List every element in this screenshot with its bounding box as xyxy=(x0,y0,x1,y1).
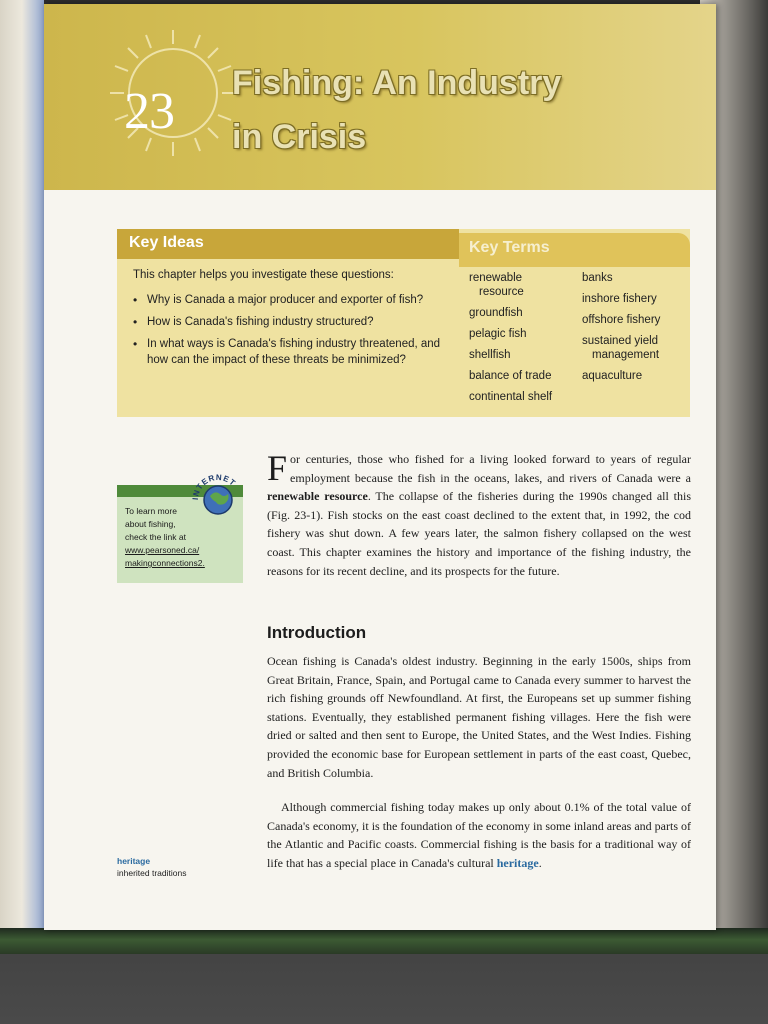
key-terms-column-1 xyxy=(469,271,579,411)
body-paragraph: Although commercial fishing today makes up only about 0.1% of the total value of Canada's economy, it is the foundation of the economy in some inland areas and parts of the Atlantic and Pacific coasts. Commercial fishing is the basis for a traditional way of life that has a special place in Canada's cultural heritage. xyxy=(267,800,691,870)
internet-globe-icon xyxy=(188,466,248,520)
chapter-header xyxy=(44,4,716,190)
key-idea-item: • How is Canada's fishing industry structured? xyxy=(133,314,455,330)
glossary-term: heritage xyxy=(117,856,151,866)
internet-sidebar-text: To learn more about fishing, check the link at www.pearsoned.ca/ makingconnections2. xyxy=(125,505,239,570)
section-heading: Introduction xyxy=(267,623,367,642)
margin-glossary xyxy=(117,856,257,878)
book-spine-edge xyxy=(0,0,44,930)
glossary-term-link: heritage xyxy=(496,855,539,870)
chapter-number: 23 xyxy=(124,83,174,140)
internet-link[interactable]: makingconnections2. xyxy=(125,558,205,568)
key-ideas-intro: This chapter helps you investigate these questions: xyxy=(133,269,394,281)
chapter-title-line1: Fishing: An Industry xyxy=(232,64,562,102)
key-term: continental shelf xyxy=(469,391,553,403)
desk-edge xyxy=(0,928,768,954)
key-term: banks xyxy=(582,272,613,284)
key-terms-column-2 xyxy=(582,271,686,390)
key-ideas-heading: Key Ideas xyxy=(117,229,459,259)
key-term: groundfish xyxy=(469,307,523,319)
internet-link[interactable]: www.pearsoned.ca/ xyxy=(125,545,200,555)
internet-badge-label: INTERNET xyxy=(190,472,238,501)
key-idea-item: • Why is Canada a major producer and exporter of fish? xyxy=(133,292,455,308)
key-ideas-list xyxy=(133,292,455,374)
key-term: balance of trade xyxy=(469,370,552,382)
drop-cap: F xyxy=(267,448,288,488)
key-term: pelagic fish xyxy=(469,328,527,340)
key-term: shellfish xyxy=(469,349,511,361)
key-ideas-terms-box xyxy=(117,229,690,417)
textbook-page xyxy=(44,4,716,930)
key-term: sustained yield management xyxy=(582,335,660,361)
key-term: aquaculture xyxy=(582,370,643,382)
key-idea-item: • In what ways is Canada's fishing industry threatened, and how can the impact of these threats be minimized? xyxy=(133,336,455,368)
chapter-title-line2: in Crisis xyxy=(232,118,367,156)
chapter-title xyxy=(232,56,652,164)
key-term: offshore fishery xyxy=(582,314,661,326)
key-term: renewable resource xyxy=(469,272,524,298)
body-paragraph: Ocean fishing is Canada's oldest industry. Beginning in the early 1500s, ships from Great Britain, France, Spain, and Portugal came to Canada every summer to harvest the rich fishing grounds off Newfoundland. At first, the Europeans set up summer fishing stations. Eventually, they established permanent fishing villages. Here the fish were dried or salted and then sent to Europe, the United States, and the West Indies. Fishing provided the economic base for European settlement in parts of the east coast, Quebec, and British Columbia. xyxy=(267,654,691,780)
key-term-inline: renewable resource xyxy=(267,489,368,504)
key-terms-heading: Key Terms xyxy=(459,233,690,267)
glossary-definition: inherited traditions xyxy=(117,868,187,878)
key-term: inshore fishery xyxy=(582,293,657,305)
chapter-intro-paragraph: For centuries, those who fished for a living looked forward to years of regular employment because the fish in the oceans, lakes, and rivers of Canada were a renewable resource. The collapse of the fisheries during the 1990s changed all this (Fig. 23-1). Fish stocks on the east coast declined to the extent that, in 1992, the cod fishery was shut down. A few years later, the salmon fishery collapsed on the west coast. This chapter examines the history and importance of the fishing industry, the reasons for its recent decline, and its prospects for the future. xyxy=(267,448,691,578)
